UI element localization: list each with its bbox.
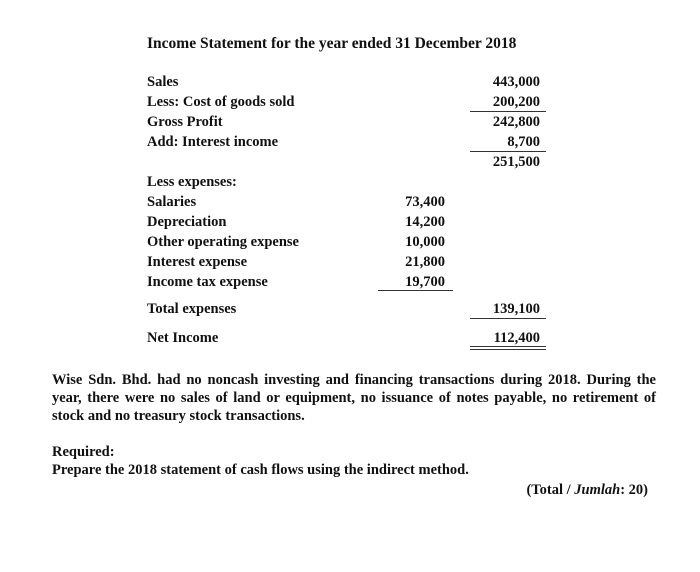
underline — [470, 111, 546, 112]
other-operating-label: Other operating expense — [147, 234, 299, 250]
double-underline — [470, 346, 546, 350]
total-expenses-amount: 139,100 — [492, 301, 540, 317]
subtotal-amount: 251,500 — [492, 154, 540, 170]
marks-italic: Jumlah — [574, 482, 621, 498]
marks-prefix: (Total / — [526, 482, 575, 498]
net-income-amount: 112,400 — [493, 330, 540, 346]
underline — [470, 318, 546, 319]
underline — [470, 151, 546, 152]
statement-title: Income Statement for the year ended 31 December 2018 — [147, 35, 517, 52]
cogs-amount: 200,200 — [492, 94, 540, 110]
marks-suffix: : 20) — [620, 482, 648, 498]
underline — [378, 290, 453, 291]
net-income-label: Net Income — [147, 330, 219, 346]
required-text: Prepare the 2018 statement of cash flows using the indirect method. — [52, 462, 469, 478]
depreciation-amount: 14,200 — [405, 214, 445, 230]
required-label: Required: — [52, 444, 115, 460]
cogs-label: Less: Cost of goods sold — [147, 94, 295, 110]
income-tax-label: Income tax expense — [147, 274, 268, 290]
total-marks — [526, 481, 648, 499]
interest-expense-label: Interest expense — [147, 254, 248, 270]
notes-paragraph: Wise Sdn. Bhd. had no noncash investing and financing transactions during 2018. During the year, there were no sales of land or equipment, no issuance of notes payable, no retirement of stock and no treasury stock transactions. — [52, 372, 656, 424]
other-operating-amount: 10,000 — [405, 234, 445, 250]
interest-income-label: Add: Interest income — [147, 134, 279, 150]
income-tax-amount: 19,700 — [405, 274, 445, 290]
salaries-label: Salaries — [147, 194, 197, 210]
sales-amount: 443,000 — [492, 74, 540, 90]
salaries-amount: 73,400 — [405, 194, 445, 210]
interest-expense-amount: 21,800 — [405, 254, 445, 270]
interest-income-amount: 8,700 — [507, 134, 540, 150]
gross-profit-label: Gross Profit — [147, 114, 223, 130]
total-expenses-label: Total expenses — [147, 301, 237, 317]
depreciation-label: Depreciation — [147, 214, 227, 230]
gross-profit-amount: 242,800 — [492, 114, 540, 130]
less-expenses-label: Less expenses: — [147, 174, 237, 190]
sales-label: Sales — [147, 74, 179, 90]
